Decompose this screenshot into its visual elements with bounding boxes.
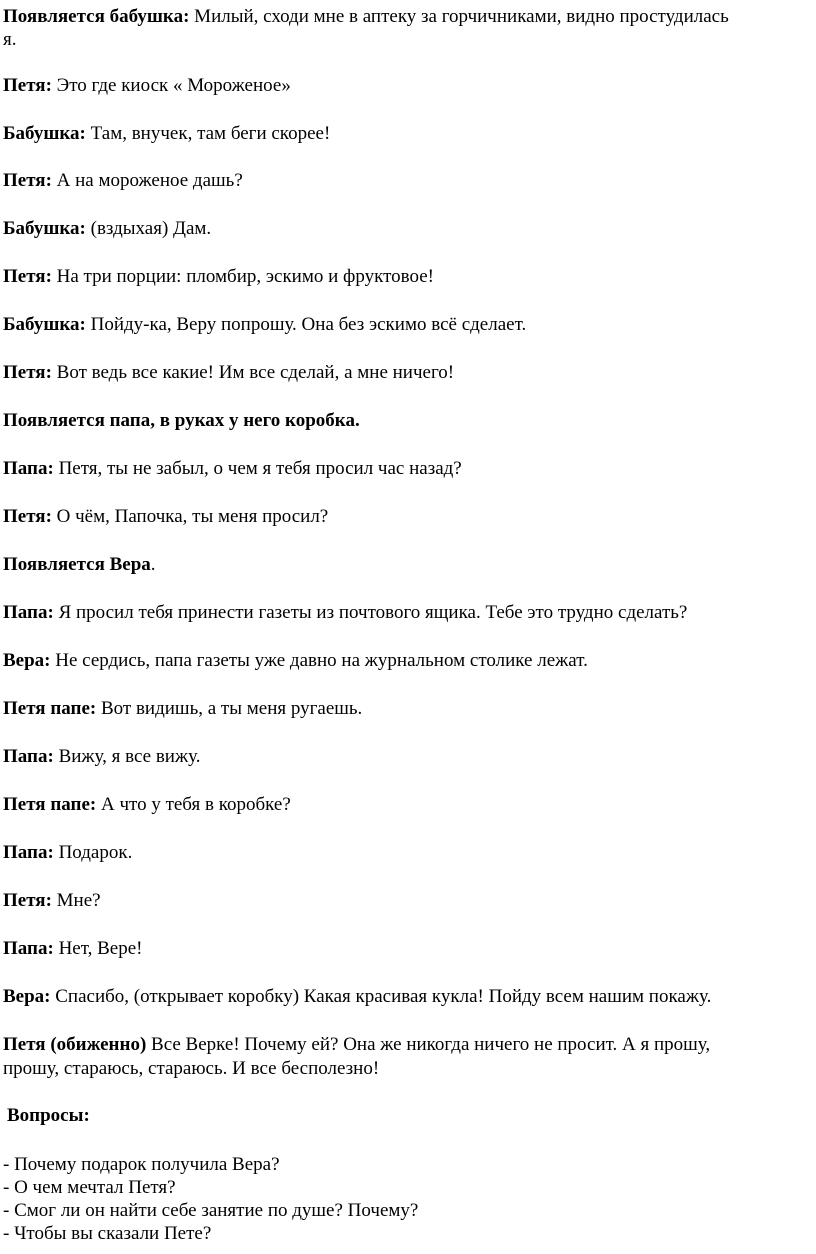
line-text: Милый, сходи мне в аптеку за горчичниками, видно простудилась bbox=[189, 6, 729, 27]
stage-direction-text: Появляется папа, в руках у него коробка. bbox=[3, 410, 360, 431]
script-line bbox=[3, 5, 803, 29]
question-item: - О чем мечтал Петя? bbox=[3, 1177, 176, 1198]
script-line bbox=[3, 122, 803, 146]
script-line bbox=[3, 28, 803, 52]
line-text: Вижу, я все вижу. bbox=[53, 746, 201, 767]
speaker-name: Вера: bbox=[3, 650, 51, 671]
line-text: Все Верке! Почему ей? Она же никогда ничего не просит. А я прошу, bbox=[146, 1034, 711, 1055]
speaker-name: Появляется бабушка: bbox=[3, 6, 190, 27]
script-line bbox=[3, 649, 803, 673]
speaker-name: Петя папе: bbox=[3, 698, 97, 719]
speaker-name: Петя (обиженно) bbox=[3, 1034, 147, 1055]
script-line bbox=[3, 841, 803, 865]
line-text: Пойду-ка, Веру попрошу. Она без эскимо всё сделает. bbox=[85, 314, 527, 335]
script-line bbox=[3, 169, 803, 193]
stage-direction bbox=[3, 409, 803, 433]
speaker-name: Бабушка: bbox=[3, 218, 86, 239]
line-text: Мне? bbox=[51, 890, 101, 911]
script-line bbox=[3, 1033, 803, 1057]
line-text: Там, внучек, там беги скорее! bbox=[85, 123, 331, 144]
speaker-name: Петя: bbox=[3, 266, 52, 287]
question-item: - Почему подарок получила Вера? bbox=[3, 1154, 280, 1175]
line-text: Вот ведь все какие! Им все сделай, а мне ничего! bbox=[51, 362, 455, 383]
line-text: На три порции: пломбир, эскимо и фруктовое! bbox=[51, 266, 434, 287]
line-text: Я просил тебя принести газеты из почтового ящика. Тебе это трудно сделать? bbox=[53, 602, 688, 623]
speaker-name: Петя: bbox=[3, 75, 52, 96]
questions-heading-text: Вопросы: bbox=[7, 1105, 90, 1126]
script-line bbox=[3, 74, 803, 98]
speaker-name: Папа: bbox=[3, 746, 54, 767]
line-text: (вздыхая) Дам. bbox=[85, 218, 212, 239]
speaker-name: Петя папе: bbox=[3, 794, 97, 815]
script-line bbox=[3, 697, 803, 721]
question-item: - Смог ли он найти себе занятие по душе? Почему? bbox=[3, 1200, 419, 1221]
speaker-name: Петя: bbox=[3, 506, 52, 527]
script-line bbox=[3, 265, 803, 289]
script-line bbox=[3, 937, 803, 961]
speaker-name: Вера: bbox=[3, 986, 51, 1007]
line-text: Не сердись, папа газеты уже давно на журнальном столике лежат. bbox=[50, 650, 588, 671]
line-text: Нет, Вере! bbox=[53, 938, 143, 959]
speaker-name: Петя: bbox=[3, 170, 52, 191]
speaker-name: Папа: bbox=[3, 602, 54, 623]
speaker-name: Папа: bbox=[3, 938, 54, 959]
speaker-name: Петя: bbox=[3, 890, 52, 911]
question-item: - Чтобы вы сказали Пете? bbox=[3, 1223, 212, 1244]
line-text: . bbox=[150, 554, 156, 575]
script-line bbox=[3, 217, 803, 241]
line-text: прошу, стараюсь, стараюсь. И все бесполезно! bbox=[3, 1058, 380, 1079]
line-text: А что у тебя в коробке? bbox=[96, 794, 291, 815]
script-line bbox=[3, 601, 803, 625]
script-line bbox=[3, 793, 803, 817]
line-text: Это где киоск « Мороженое» bbox=[51, 75, 291, 96]
line-text: А на мороженое дашь? bbox=[51, 170, 243, 191]
script-line bbox=[3, 457, 803, 481]
line-text: я. bbox=[3, 29, 17, 50]
speaker-name: Бабушка: bbox=[3, 314, 86, 335]
stage-direction-text: Появляется Вера bbox=[3, 554, 151, 575]
line-text: Подарок. bbox=[53, 842, 133, 863]
script-line bbox=[3, 985, 803, 1009]
line-text: Петя, ты не забыл, о чем я тебя просил час назад? bbox=[53, 458, 462, 479]
stage-direction bbox=[3, 553, 803, 577]
speaker-name: Папа: bbox=[3, 842, 54, 863]
line-text: Вот видишь, а ты меня ругаешь. bbox=[96, 698, 363, 719]
script-line bbox=[3, 313, 803, 337]
script-line bbox=[3, 1057, 803, 1081]
questions-heading bbox=[7, 1104, 807, 1128]
script-line bbox=[3, 745, 803, 769]
speaker-name: Петя: bbox=[3, 362, 52, 383]
script-line bbox=[3, 889, 803, 913]
line-text: Спасибо, (открывает коробку) Какая красивая кукла! Пойду всем нашим покажу. bbox=[50, 986, 712, 1007]
speaker-name: Папа: bbox=[3, 458, 54, 479]
speaker-name: Бабушка: bbox=[3, 123, 86, 144]
script-line bbox=[3, 505, 803, 529]
line-text: О чём, Папочка, ты меня просил? bbox=[51, 506, 329, 527]
script-line bbox=[3, 361, 803, 385]
